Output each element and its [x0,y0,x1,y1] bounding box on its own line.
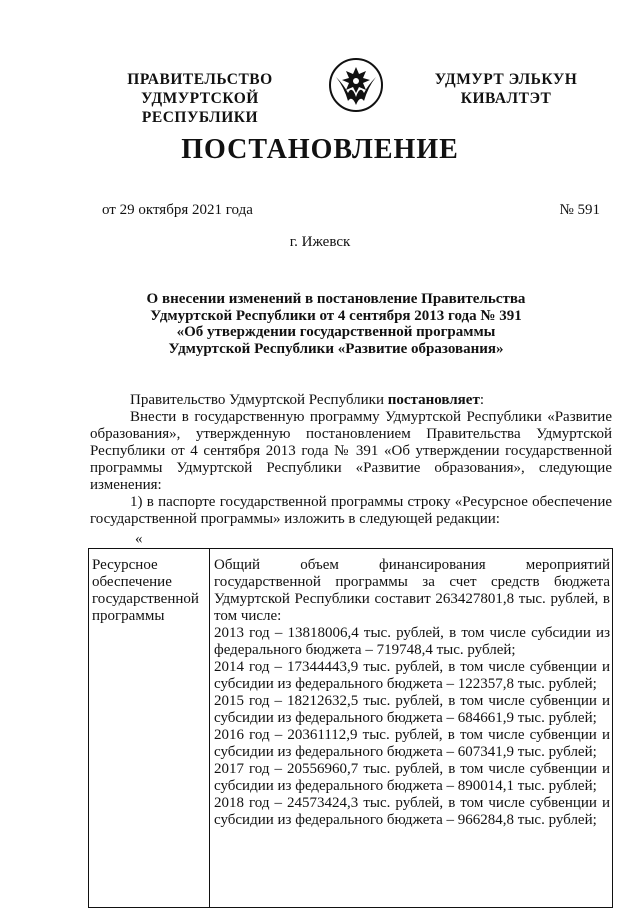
financing-year-item: 2017 год – 20556960,7 тыс. рублей, в том числе субвенции и субсидии из федерального бюджета – 890014,1 тыс. рублей; [214,761,610,794]
title-line: Удмуртской Республики от 4 сентября 2013 года № 391 [150,307,522,324]
udmurt-name-line2: КИВАЛТЭТ [460,90,552,107]
document-body [90,392,612,528]
document-type-heading: ПОСТАНОВЛЕНИЕ [181,134,459,165]
decree-subject: Правительство Удмуртской Республики [130,392,388,408]
government-name-udmurt [418,70,594,108]
udmurt-name-line1: УДМУРТ ЭЛЬКУН [434,71,578,88]
title-line: «Об утверждении государственной программы [176,324,496,340]
financing-year-item: 2016 год – 20361112,9 тыс. рублей, в том числе субвенции и субсидии из федерального бюджета – 607341,9 тыс. рублей; [214,727,610,760]
decree-colon: : [479,392,484,408]
table-row-label: Ресурсное обеспечение государственной программы [92,557,199,624]
decree-verb: постановляет [387,392,480,408]
opening-quote: « [135,531,143,547]
title-line: Удмуртской Республики «Развитие образования» [168,340,504,357]
document-title [110,291,562,357]
udmurtia-coat-of-arms-icon [328,57,384,113]
financing-year-item: 2013 год – 13818006,4 тыс. рублей, в том числе субсидии из федерального бюджета – 719748,4 тыс. рублей; [214,625,610,658]
amendment-paragraph: Внести в государственную программу Удмуртской Республики «Развитие образования», утвержденную постановлением Правительства Удмуртской Республики от 4 сентября 2013 года № 391 «Об утверждении государственной программы Удмуртской Республики «Развитие образования», следующие изменения: [90,409,612,493]
table-column-divider [209,548,210,908]
document-city: г. Ижевск [289,234,351,250]
item-1-paragraph: 1) в паспорте государственной программы строку «Ресурсное обеспечение государственной программы» изложить в следующей редакции: [90,494,612,527]
document-date: от 29 октября 2021 года [102,202,253,218]
financing-year-item: 2015 год – 18212632,5 тыс. рублей, в том числе субвенции и субсидии из федерального бюджета – 684661,9 тыс. рублей; [214,693,610,726]
government-name-line2: УДМУРТСКОЙ РЕСПУБЛИКИ [141,90,259,126]
financing-intro: Общий объем финансирования мероприятий государственной программы за счет средств бюджета Удмуртской Республики составит 263427801,8 тыс. рублей, в том числе: [214,557,610,624]
government-name-russian [84,70,316,127]
title-line: О внесении изменений в постановление Правительства [146,291,526,307]
document-number: № 591 [559,202,600,218]
financing-year-item: 2018 год – 24573424,3 тыс. рублей, в том числе субвенции и субсидии из федерального бюджета – 966284,8 тыс. рублей; [214,795,610,828]
financing-year-item: 2014 год – 17344443,9 тыс. рублей, в том числе субвенции и субсидии из федерального бюджета – 122357,8 тыс. рублей; [214,659,610,692]
decree-paragraph [90,392,612,409]
table-row-content [214,557,610,829]
government-name-line1: ПРАВИТЕЛЬСТВО [127,71,273,88]
